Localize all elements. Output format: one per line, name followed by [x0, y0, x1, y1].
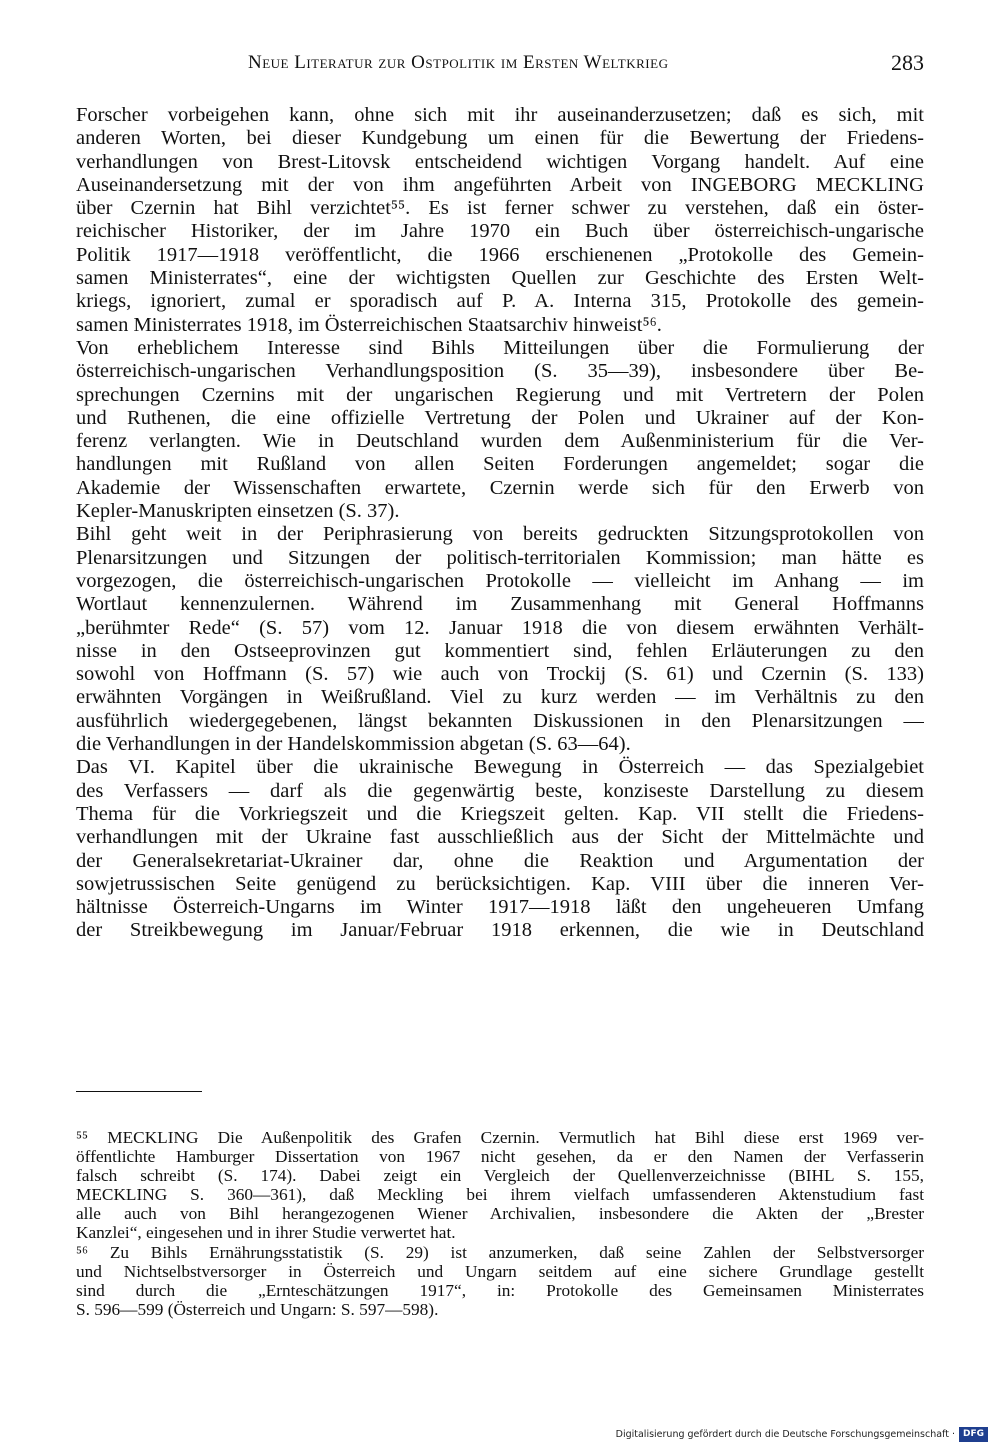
text-line: der Streikbewegung im Januar/Februar 1918 erkennen, die wie in Deutschland: [76, 919, 924, 942]
text-line: kriegs, ignoriert, zumal er sporadisch auf P. A. Interna 315, Protokolle des gemein-: [76, 290, 924, 313]
text-line: ferenz verlangten. Wie in Deutschland wurden dem Außenministerium für die Ver-: [76, 430, 924, 453]
text-line: Forscher vorbeigehen kann, ohne sich mit ihr auseinanderzusetzen; daß es sich, mit: [76, 104, 924, 126]
text-line: Auseinandersetzung mit der von ihm angeführten Arbeit von INGEBORG MECKLING: [76, 173, 924, 196]
text-line: Das VI. Kapitel über die ukrainische Bewegung in Österreich — das Spezialgebiet: [76, 756, 924, 779]
text-line: samen Ministerrates 1918, im Österreichischen Staatsarchiv hinweist⁵⁶.: [76, 313, 662, 336]
text-line: samen Ministerrates“, eine der wichtigsten Quellen zur Geschichte des Ersten Welt-: [76, 267, 924, 290]
text-line: sowohl von Hoffmann (S. 57) wie auch von Trockij (S. 61) und Czernin (S. 133): [76, 663, 924, 686]
text-line: über Czernin hat Bihl verzichtet⁵⁵. Es ist ferner schwer zu verstehen, daß ein öster-: [76, 197, 924, 220]
running-header: [76, 48, 926, 82]
text-line: der Generalsekretariat-Ukrainer dar, ohne die Reaktion und Argumentation der: [76, 849, 924, 872]
text-line: Akademie der Wissenschaften erwartete, Czernin werde sich für den Erwerb von: [76, 476, 924, 499]
text-line: anderen Worten, bei dieser Kundgebung um einen für die Bewertung der Friedens-: [76, 127, 924, 150]
footnote-divider: [76, 1091, 202, 1092]
text-line: Politik 1917—1918 veröffentlicht, die 1966 erschienenen „Protokolle des Gemein-: [76, 243, 924, 266]
footnote-line: Kanzlei“, eingesehen und in ihrer Studie verwertet hat.: [76, 1223, 456, 1243]
digitization-credit: [616, 1426, 988, 1442]
footnote-56: [76, 1243, 924, 1319]
main-text: [76, 104, 924, 943]
footnote-line: ⁵⁵ MECKLING Die Außenpolitik des Grafen Czernin. Vermutlich hat Bihl diese erst 1969 ver-: [76, 1128, 924, 1147]
text-line: verhandlungen von Brest-Litovsk entscheidend wichtigen Vorgang handelt. Auf eine: [76, 150, 924, 173]
paragraph-3: [76, 523, 924, 756]
credit-text: Digitalisierung gefördert durch die Deutsche Forschungsgemeinschaft ·: [615, 1428, 955, 1440]
text-line: Bihl geht weit in der Periphrasierung von bereits gedruckten Sitzungsprotokollen von: [76, 523, 924, 546]
footnote-line: alle auch von Bihl herangezogenen Wiener Archivalien, insbesondere die Akten der „Brester: [76, 1204, 924, 1224]
footnote-line: öffentlichte Hamburger Dissertation von 1967 nicht gesehen, da er den Namen der Verfasserin: [76, 1147, 924, 1167]
text-line: Kepler-Manuskripten einsetzen (S. 37).: [76, 500, 400, 523]
footnote-line: MECKLING S. 360—361), daß Meckling bei ihrem vielfach umfassenderen Aktenstudium fast: [76, 1185, 924, 1205]
running-title: Neue Literatur zur Ostpolitik im Ersten Weltkrieg: [248, 52, 669, 73]
text-line: hältnisse Österreich-Ungarns im Winter 1917—1918 läßt den ungeheueren Umfang: [76, 896, 924, 919]
text-line: österreichisch-ungarischen Verhandlungsposition (S. 35—39), insbesondere über Be-: [76, 360, 924, 383]
text-line: Von erheblichem Interesse sind Bihls Mitteilungen über die Formulierung der: [76, 336, 924, 359]
text-line: die Verhandlungen in der Handelskommission abgetan (S. 63—64).: [76, 733, 631, 756]
paragraph-4: [76, 756, 924, 942]
text-line: verhandlungen mit der Ukraine fast ausschließlich aus der Sicht der Mittelmächte und: [76, 826, 924, 849]
text-line: handlungen mit Rußland von allen Seiten Forderungen angemeldet; sogar die: [76, 453, 924, 476]
footnote-line: sind durch die „Ernteschätzungen 1917“, in: Protokolle des Gemeinsamen Ministerrates: [76, 1280, 924, 1300]
footnote-line: S. 596—599 (Österreich und Ungarn: S. 597—598).: [76, 1299, 439, 1319]
text-line: „berühmter Rede“ (S. 57) vom 12. Januar 1918 die von diesem erwähnten Verhält-: [76, 616, 924, 639]
text-line: sprechungen Czernins mit der ungarischen Regierung und mit Vertretern der Polen: [76, 383, 924, 406]
text-line: erwähnten Vorgängen in Weißrußland. Viel zu kurz werden — im Verhältnis zu den: [76, 686, 924, 709]
footnote-line: und Nichtselbstversorger in Österreich und Ungarn seitdem auf eine sichere Grundlage gestellt: [76, 1261, 924, 1281]
text-line: des Verfassers — darf als die gegenwärtig beste, konziseste Darstellung zu diesem: [76, 779, 924, 802]
footnote-line: ⁵⁶ Zu Bihls Ernährungsstatistik (S. 29) ist anzumerken, daß seine Zahlen der Selbstversorger: [76, 1242, 924, 1262]
text-line: vorgezogen, die österreichisch-ungarischen Protokolle — vielleicht im Anhang — im: [76, 569, 924, 592]
text-line: nisse in den Ostseeprovinzen gut kommentiert sind, fehlen Erläuterungen zu den: [76, 639, 924, 662]
text-line: Thema für die Vorkriegszeit und die Kriegszeit gelten. Kap. VII stellt die Friedens-: [76, 802, 924, 825]
footnote-55: [76, 1128, 924, 1243]
dfg-logo: DFG: [959, 1427, 988, 1442]
text-line: und Ruthenen, die eine offizielle Vertretung der Polen und Ukrainer auf der Kon-: [76, 406, 924, 429]
page-number: 283: [891, 50, 924, 75]
paragraph-1: [76, 104, 924, 337]
paragraph-2: [76, 337, 924, 523]
text-line: reichischer Historiker, der im Jahre 1970 ein Buch über österreichisch-ungarische: [76, 220, 924, 243]
footnote-line: falsch schreibt (S. 174). Dabei zeigt ein Vergleich der Quellenverzeichnisse (BIHL S. 155,: [76, 1166, 924, 1186]
text-line: ausführlich wiedergegebenen, längst bekannten Diskussionen in den Plenarsitzungen —: [76, 709, 924, 732]
text-line: Plenarsitzungen und Sitzungen der politisch-territorialen Kommission; man hätte es: [76, 546, 924, 569]
text-line: sowjetrussischen Seite genügend zu berücksichtigen. Kap. VIII über die inneren Ver-: [76, 872, 924, 895]
footnotes: [76, 1128, 924, 1319]
text-line: Wortlaut kennenzulernen. Während im Zusammenhang mit General Hoffmanns: [76, 593, 924, 616]
